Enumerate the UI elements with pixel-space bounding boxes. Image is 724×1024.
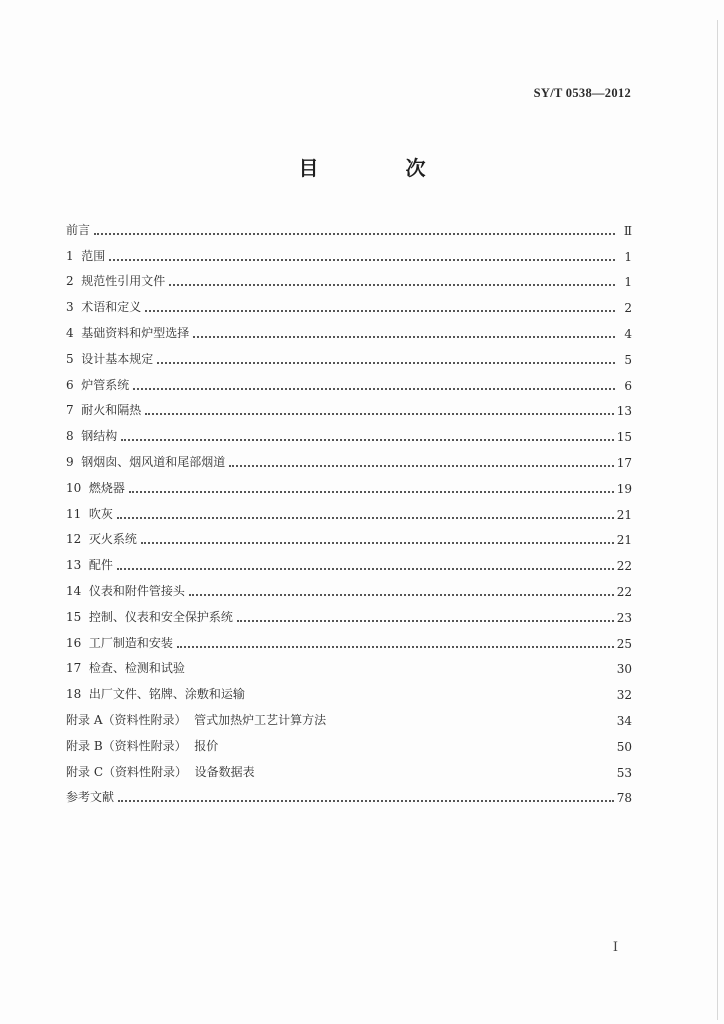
toc-entry-label: 6 炉管系统 [66,377,130,392]
toc-entry-page: 23 [616,610,632,625]
toc-entry-label: 2 规范性引用文件 [66,274,166,289]
toc-entry-page: 1 [624,249,632,264]
toc-entry-label: 3 术语和定义 [66,300,142,315]
toc-entry-label: 12 灭火系统 [66,532,137,547]
toc-entry-label: 5 设计基本规定 [66,351,154,366]
toc-entry-label: 16 工厂制造和安装 [66,635,173,650]
toc-entry [66,754,632,780]
toc-entry-page: 22 [616,559,632,574]
toc-entry-label: 13 配件 [66,558,113,573]
toc-entry-label: 附录 A（资料性附录） 管式加热炉工艺计算方法 [66,712,327,727]
toc-entry-page: 21 [616,507,632,522]
toc-leader-dots [133,388,615,390]
toc-leader-dots [94,233,615,235]
toc-entry [66,289,632,315]
toc-leader-dots [121,439,613,441]
toc-entry-page: 25 [616,636,632,651]
toc-entry-page: Ⅱ [623,223,632,238]
toc-entry [66,625,632,651]
toc-entry-label: 4 基础资料和炉型选择 [66,325,190,340]
toc-entry-label: 前言 [66,222,91,237]
toc-entry-page: 4 [624,326,632,341]
toc-entry-page: 30 [616,662,632,677]
toc-leader-dots [129,491,614,493]
toc-entry [66,676,632,702]
toc-entry-label: 11 吹灰 [66,506,113,521]
toc-entry-label: 7 耐火和隔热 [66,403,142,418]
toc-entry-label: 附录 C（资料性附录） 设备数据表 [66,764,255,779]
toc-entry [66,264,632,290]
toc-entry [66,651,632,677]
toc-entry-page: 19 [616,481,632,496]
toc-entry-label: 1 范围 [66,248,106,263]
toc-entry [66,728,632,754]
document-code: SY/T 0538—2012 [533,86,631,100]
toc-entry [66,238,632,264]
toc-entry-page: 6 [624,378,632,393]
toc-entry [66,367,632,393]
toc-entry-label: 参考文献 [66,790,115,805]
toc-entry-page: 32 [616,688,632,703]
toc-entry [66,470,632,496]
toc-leader-dots [237,620,614,622]
toc-leader-dots [117,568,614,570]
toc-entry-label: 附录 B（资料性附录） 报价 [66,738,219,753]
toc-leader-dots [193,336,615,338]
toc-entry-page: 50 [616,739,632,754]
toc-entry [66,341,632,367]
toc-entry-page: 13 [616,404,632,419]
toc-entry-label: 17 检查、检测和试验 [66,661,185,676]
toc-leader-dots [109,259,615,261]
toc-leader-dots [118,800,614,802]
toc-entry-page: 2 [624,301,632,316]
toc-leader-dots [189,594,614,596]
toc-entry-label: 9 钢烟囱、烟风道和尾部烟道 [66,454,226,469]
toc-entry-page: 5 [624,352,632,367]
toc-leader-dots [169,284,615,286]
toc-entry [66,444,632,470]
toc-entry [66,418,632,444]
toc-leader-dots [229,465,613,467]
toc-entry-page: 34 [616,713,632,728]
toc-entry-page: 1 [624,275,632,290]
toc-entry-page: 15 [616,430,632,445]
toc-entry-page: 17 [616,455,632,470]
toc-entry [66,573,632,599]
toc-entry [66,496,632,522]
toc-entry-label: 18 出厂文件、铭牌、涂敷和运输 [66,687,245,702]
toc-entry [66,315,632,341]
toc-entry-label: 10 燃烧器 [66,480,125,495]
toc-entry-label: 14 仪表和附件管接头 [66,583,185,598]
toc-title: 目 次 [298,156,466,180]
toc-entry [66,547,632,573]
toc-entry [66,702,632,728]
page-number: I [612,940,618,955]
toc-entry-page: 53 [616,765,632,780]
toc-leader-dots [141,542,614,544]
toc-leader-dots [145,413,613,415]
toc-entry-label: 8 钢结构 [66,429,118,444]
toc-leader-dots [145,310,615,312]
toc-leader-dots [157,362,615,364]
toc-entry-page: 21 [616,533,632,548]
toc-entry-page: 22 [616,584,632,599]
toc-leader-dots [177,646,614,648]
toc-entry [66,522,632,548]
toc-entry-label: 15 控制、仪表和安全保护系统 [66,609,233,624]
toc-entry [66,780,632,806]
toc-entry-page: 78 [616,791,632,806]
toc-entry [66,393,632,419]
toc-entry [66,212,632,238]
toc-entry [66,599,632,625]
table-of-contents [66,212,632,805]
toc-leader-dots [117,517,614,519]
